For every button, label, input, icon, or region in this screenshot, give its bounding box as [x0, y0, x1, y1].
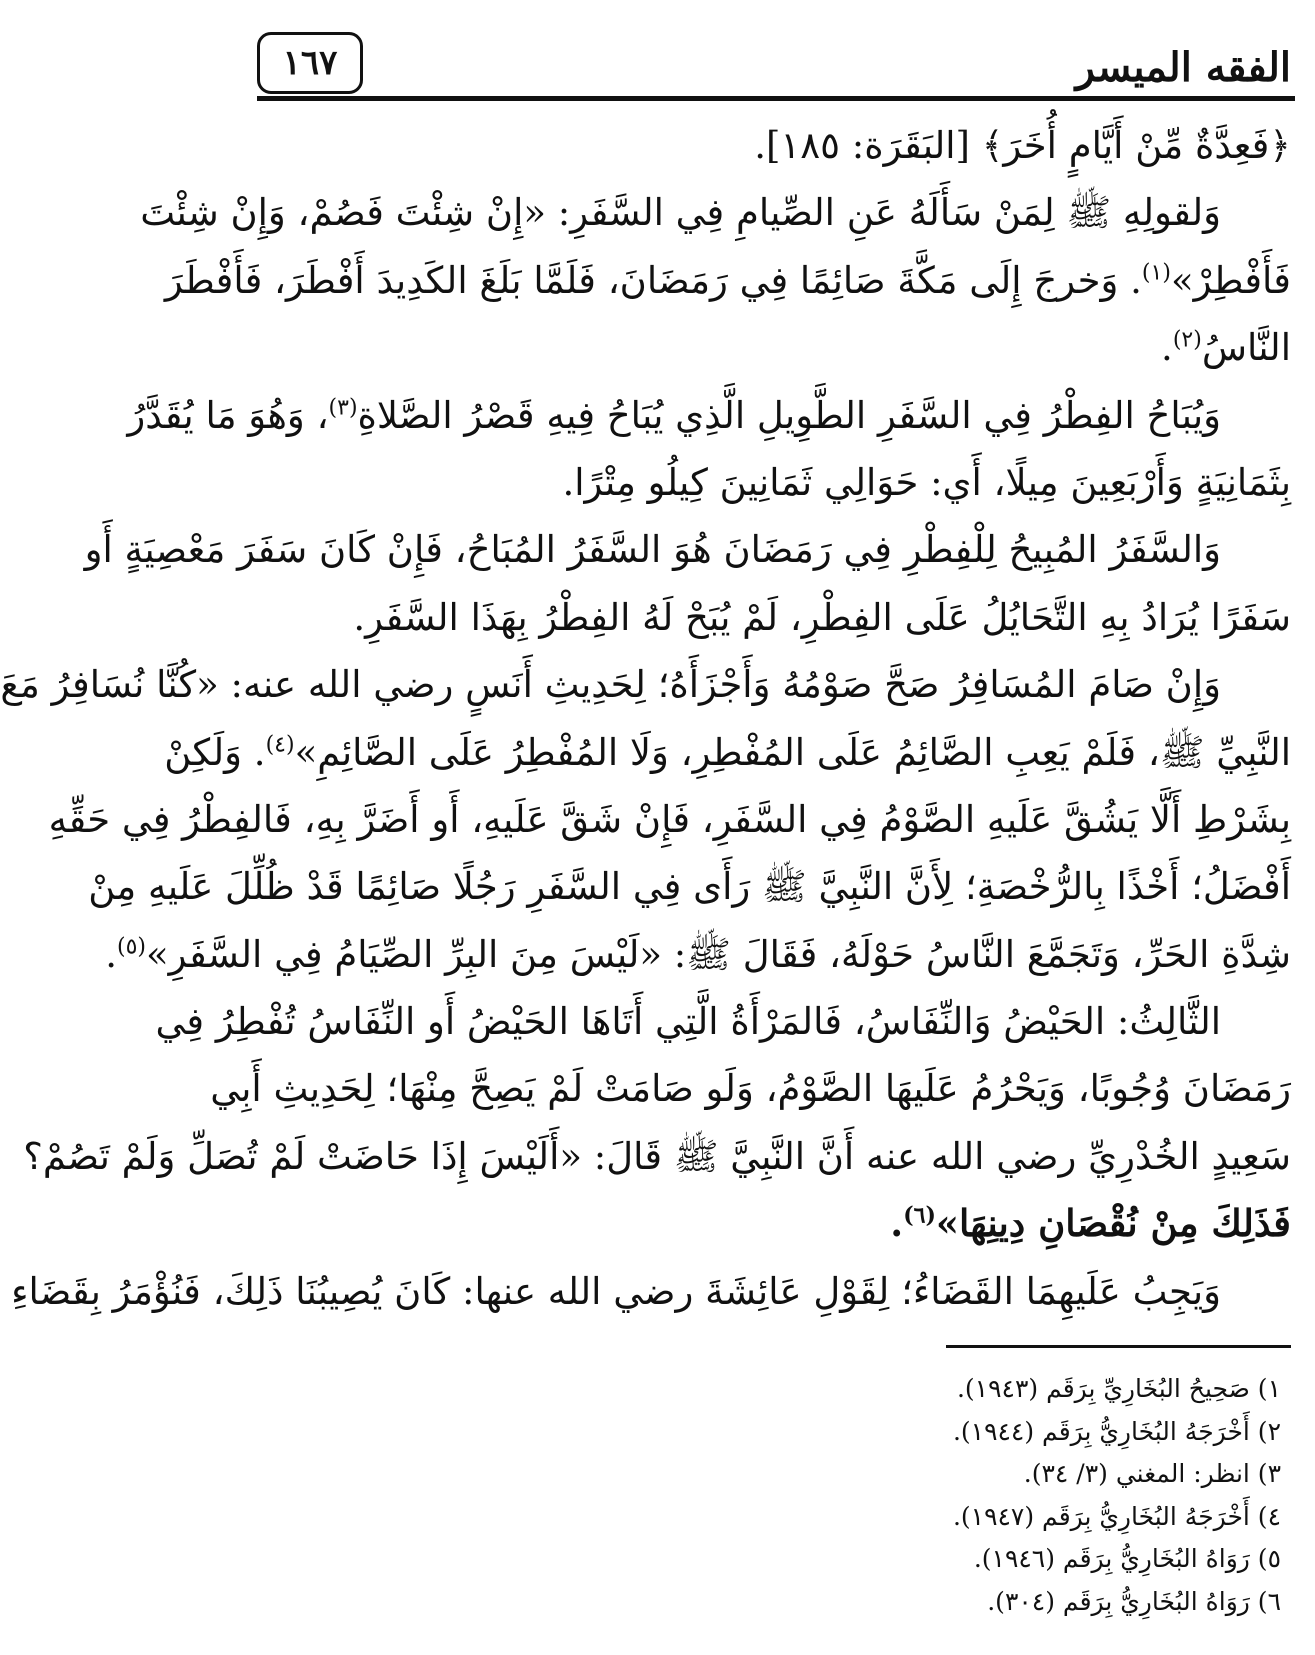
footnote-item: ١) صَحِيحُ البُخَارِيِّ بِرَقَم (١٩٤٣).: [956, 1374, 1281, 1403]
footnotes-list: [261, 1368, 1281, 1623]
footnote-item: ٣) انظر: المغني (٣/ ٣٤).: [1023, 1459, 1281, 1488]
line-text-continued: ، وَهُوَ مَا يُقَدَّرُ: [127, 393, 329, 437]
footnote-ref: (٤): [265, 732, 295, 758]
footnote-item: ٤) أَخْرَجَهُ البُخَارِيُّ بِرَقَم (١٩٤٧).: [952, 1501, 1281, 1531]
text-line: [261, 314, 1291, 381]
line-text: شِدَّةِ الحَرِّ، وَتَجَمَّعَ النَّاسُ حَوْلَهُ، فَقَالَ ﷺ: «لَيْسَ مِنَ البِرِّ الصِّيَامُ فِي السَّفَرِ»: [146, 932, 1291, 976]
text-line: [261, 449, 1291, 516]
text-line: [164, 719, 1291, 786]
line-text: الثَّالِثُ: الحَيْضُ وَالنِّفَاسُ، فَالمَرْأَةُ الَّتِي أَتَاهَا الحَيْضُ أَو النِّفَاسُ تُفْطِرُ فِي: [155, 1000, 1221, 1044]
line-text-continued: .: [105, 932, 117, 976]
text-line: [0, 651, 1291, 718]
text-line: [11, 1258, 1291, 1325]
line-text: أَفْضَلُ؛ أَخْذًا بِالرُّخْصَةِ؛ لِأَنَّ النَّبِيَّ ﷺ رَأَى فِي السَّفَرِ رَجُلًا صَائِمًا قَدْ ظُلِّلَ عَلَيهِ مِنْ: [88, 865, 1291, 909]
page-number-badge: ١٦٧: [257, 32, 363, 94]
footnote-item: ٦) رَوَاهُ البُخَارِيُّ بِرَقَم (٣٠٤).: [987, 1586, 1281, 1616]
page-header: [257, 26, 1295, 96]
header-divider: [257, 96, 1295, 101]
text-line: [84, 516, 1291, 583]
line-text: سَعِيدٍ الخُدْرِيِّ رضي الله عنه أَنَّ النَّبِيَّ ﷺ قَالَ: «أَلَيْسَ إِذَا حَاضَتْ لَمْ تُصَلِّ وَلَمْ تَصُمْ؟: [23, 1134, 1291, 1178]
text-line: [261, 584, 1291, 651]
line-text-continued: .: [1161, 326, 1173, 370]
line-text: فَذَلِكَ مِنْ نُقْصَانِ دِينِهَا»: [935, 1201, 1291, 1246]
line-text: ﴿فَعِدَّةٌ مِّنْ أَيَّامٍ أُخَرَ﴾ [البَقَرَة: ١٨٥].: [754, 124, 1291, 167]
footnote-ref: (٣): [328, 395, 358, 421]
line-text: وَيَجِبُ عَلَيهِمَا القَضَاءُ؛ لِقَوْلِ عَائِشَةَ رضي الله عنها: كَانَ يُصِيبُنَا ذَلِكَ، فَنُؤْمَرُ بِقَضَاءِ: [11, 1269, 1221, 1313]
line-text-continued: .: [890, 1201, 904, 1246]
text-line: [261, 112, 1291, 179]
page-title: الفقه الميسر: [1075, 44, 1291, 91]
line-text: فَأَفْطِرْ»: [1170, 258, 1291, 302]
footnote-ref: (٦): [903, 1202, 936, 1229]
footnote-ref: (١): [1141, 260, 1171, 286]
footnote-item: ٢) أَخْرَجَهُ البُخَارِيُّ بِرَقَم (١٩٤٤).: [952, 1416, 1281, 1446]
text-line: [127, 382, 1291, 449]
line-text: النَّاسُ: [1201, 326, 1291, 370]
line-text-continued: . وَلَكِنْ: [164, 730, 266, 774]
text-line: [48, 786, 1291, 853]
text-line: [155, 988, 1291, 1055]
line-text-continued: . وَخرجَ إِلَى مَكَّةَ صَائِمًا فِي رَمَضَانَ، فَلَمَّا بَلَغَ الكَدِيدَ أَفْطَرَ، فَأَفْطَرَ: [164, 258, 1142, 302]
main-text: [0, 112, 1291, 1325]
line-text: بِشَرْطِ أَلَّا يَشُقَّ عَلَيهِ الصَّوْمُ فِي السَّفَرِ، فَإِنْ شَقَّ عَلَيهِ، أَو أَضَرَّ بِهِ، فَالفِطْرُ فِي حَقِّهِ: [48, 797, 1291, 841]
line-text: سَفَرًا يُرَادُ بِهِ التَّحَايُلُ عَلَى الفِطْرِ، لَمْ يُبَحْ لَهُ الفِطْرُ بِهَذَا السَّفَرِ.: [353, 595, 1291, 639]
text-line: [164, 247, 1291, 314]
line-text: وَيُبَاحُ الفِطْرُ فِي السَّفَرِ الطَّوِيلِ الَّذِي يُبَاحُ فِيهِ قَصْرُ الصَّلاةِ: [357, 393, 1221, 437]
footnote-ref: (٢): [1172, 327, 1202, 353]
text-line: [210, 1055, 1291, 1122]
line-text: بِثَمَانِيَةٍ وَأَرْبَعِينَ مِيلًا، أَي: حَوَالِي ثَمَانِينَ كِيلُو مِتْرًا.: [562, 460, 1291, 504]
text-line: [105, 921, 1291, 988]
line-text: وَالسَّفَرُ المُبِيحُ لِلْفِطْرِ فِي رَمَضَانَ هُوَ السَّفَرُ المُبَاحُ، فَإِنْ كَانَ سَفَرَ مَعْصِيَةٍ أَو: [84, 528, 1221, 572]
line-text: النَّبِيِّ ﷺ، فَلَمْ يَعِبِ الصَّائِمُ عَلَى المُفْطِرِ، وَلَا المُفْطِرُ عَلَى الصَّائِمِ»: [294, 730, 1291, 774]
text-line: [261, 1190, 1291, 1257]
footnote-ref: (٥): [116, 934, 146, 960]
text-line: [88, 853, 1291, 920]
text-line: [140, 179, 1291, 246]
line-text: رَمَضَانَ وُجُوبًا، وَيَحْرُمُ عَلَيهَا الصَّوْمُ، وَلَو صَامَتْ لَمْ يَصِحَّ مِنْهَا؛ لِحَدِيثِ أَبِي: [210, 1067, 1291, 1111]
line-text: وَلقولِهِ ﷺ لِمَنْ سَأَلَهُ عَنِ الصِّيامِ فِي السَّفَرِ: «إِنْ شِئْتَ فَصُمْ، وَإِنْ شِئْتَ: [140, 191, 1221, 235]
footnote-divider: [946, 1345, 1291, 1348]
text-line: [23, 1123, 1291, 1190]
line-text: وَإِنْ صَامَ المُسَافِرُ صَحَّ صَوْمُهُ وَأَجْزَأَهُ؛ لِحَدِيثِ أَنَسٍ رضي الله عنه: «كُنَّا نُسَافِرُ مَعَ: [0, 663, 1221, 707]
footnote-item: ٥) رَوَاهُ البُخَارِيُّ بِرَقَم (١٩٤٦).: [973, 1544, 1281, 1573]
